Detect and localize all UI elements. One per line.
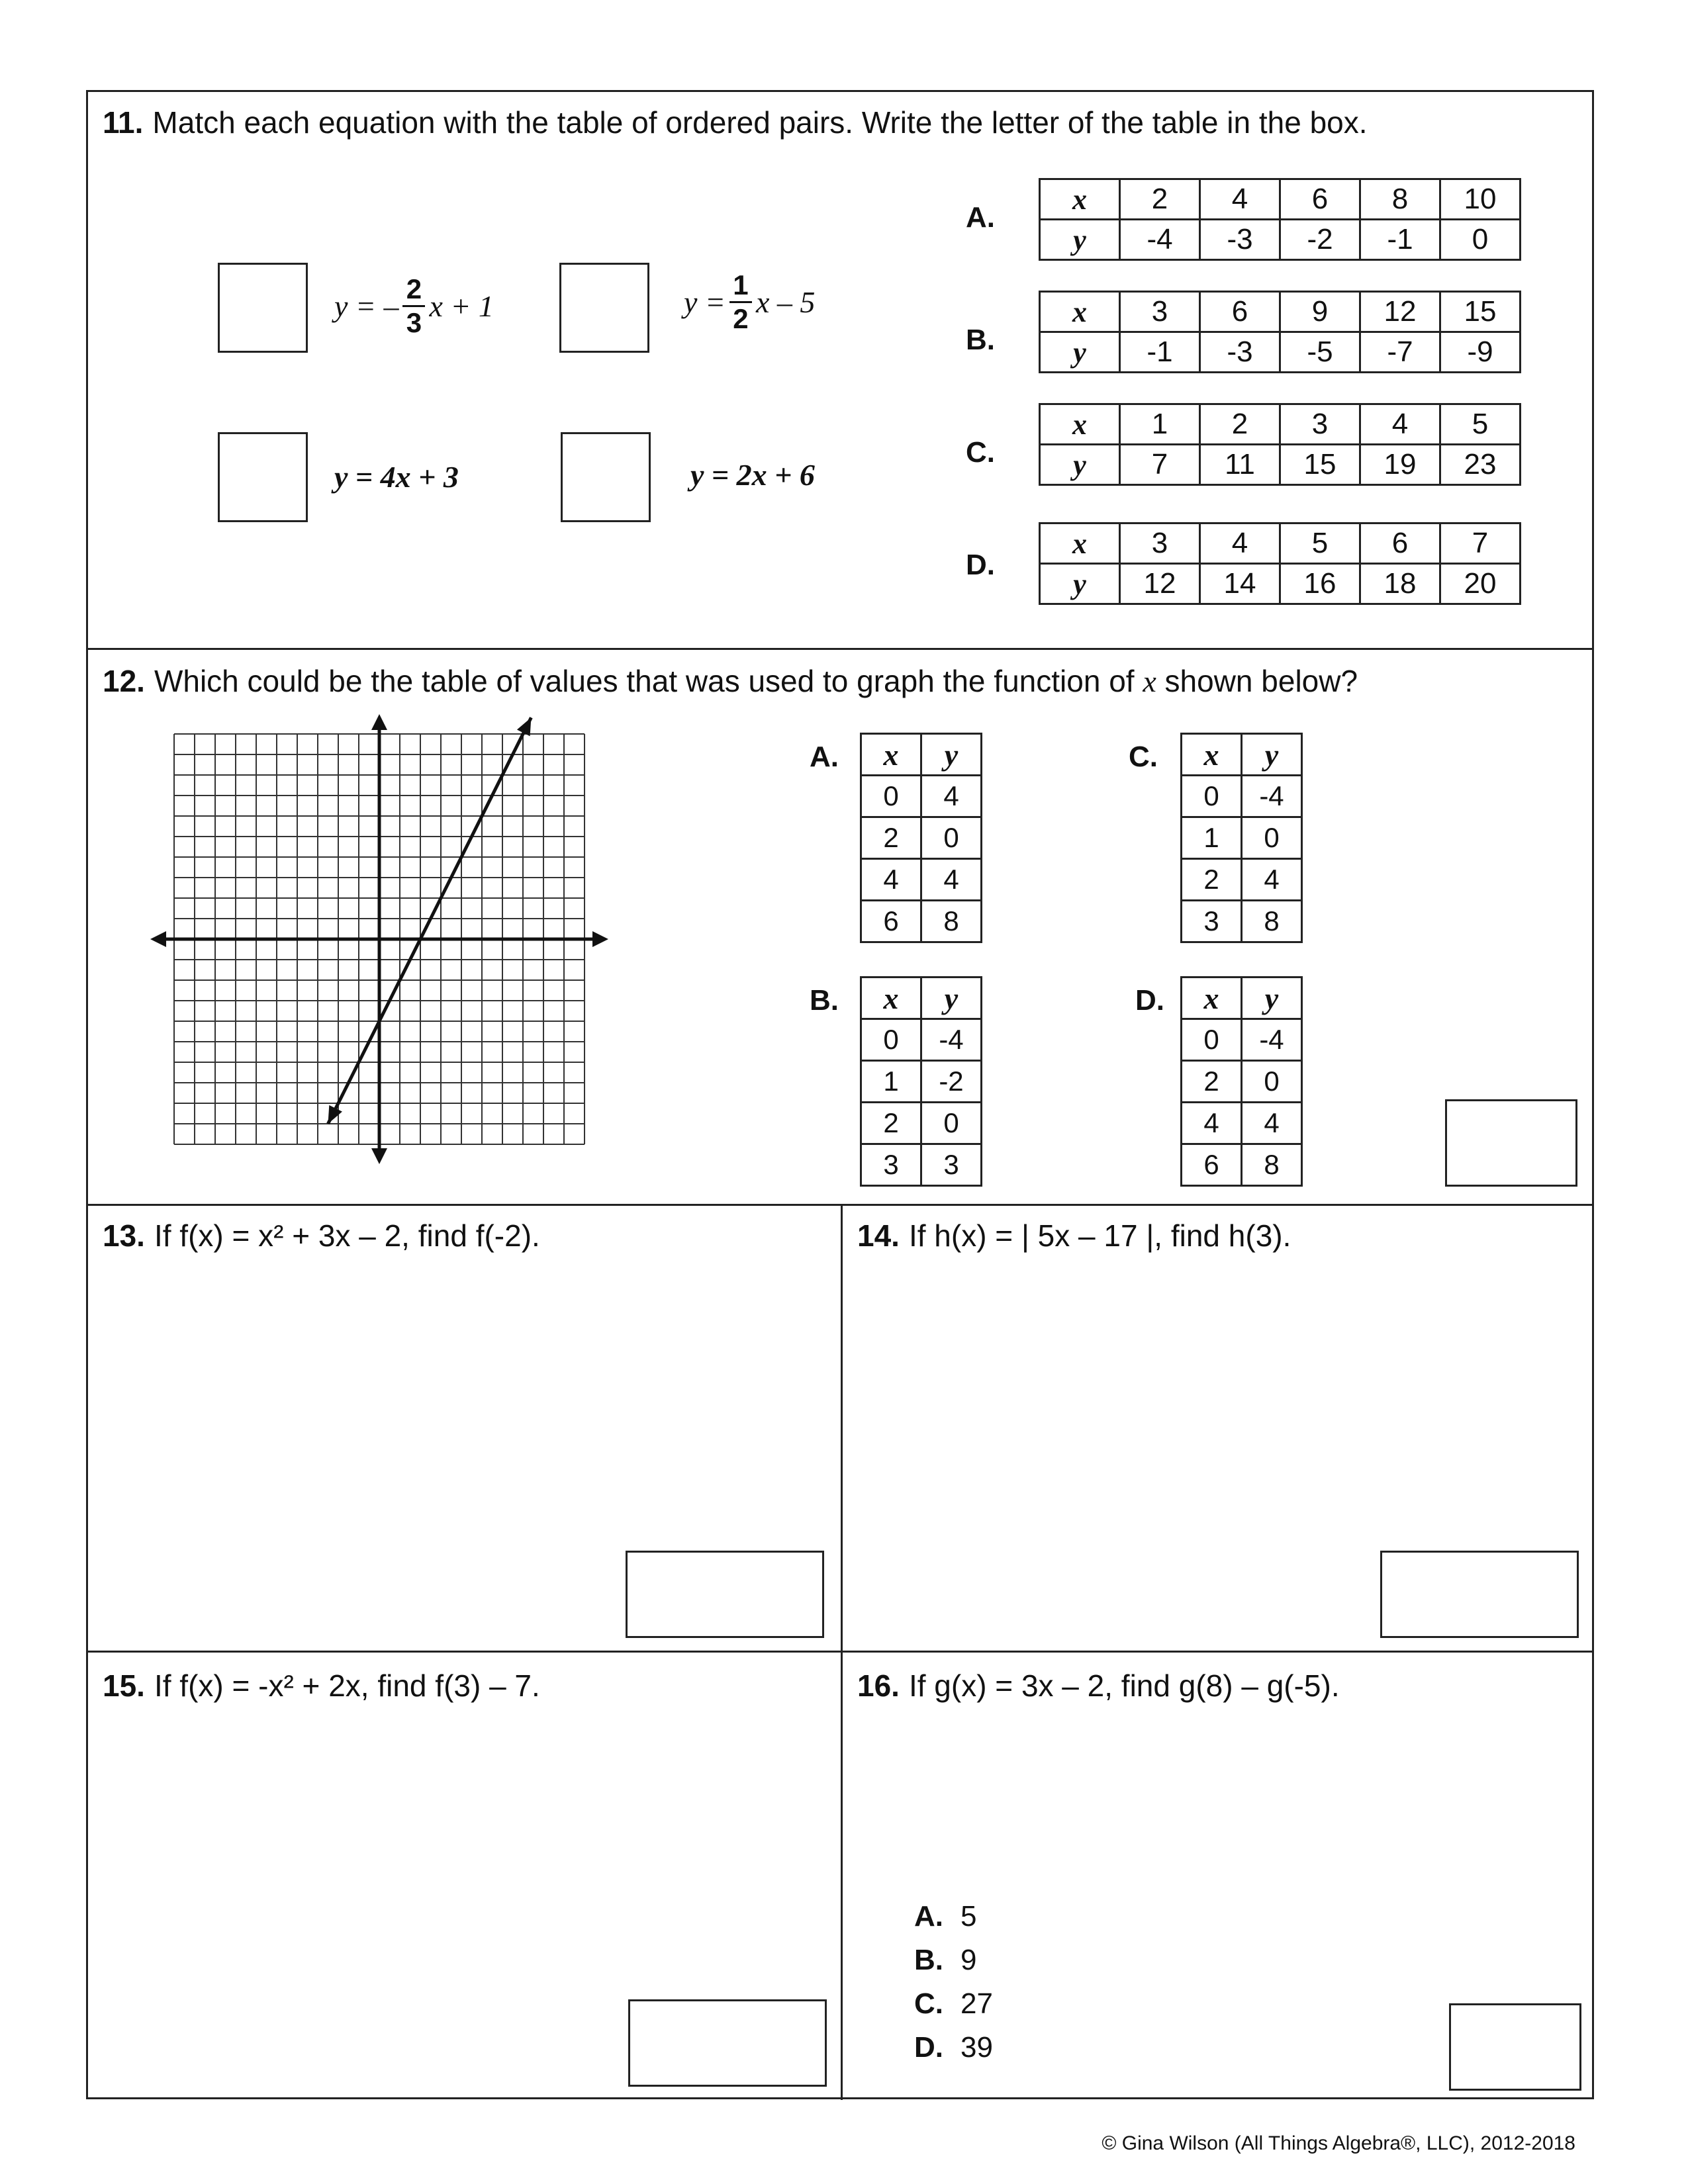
divider-q13-q15 xyxy=(88,1651,1592,1653)
q12-table-c: x y 0 -4 1 0 2 4 3 8 xyxy=(1180,733,1303,943)
q16-choice-c[interactable]: C. 27 xyxy=(914,1987,993,2020)
q11-table-a-letter: A. xyxy=(966,201,995,234)
q12-graph xyxy=(148,714,624,1204)
x-axis-arrow-right xyxy=(592,931,608,947)
q11-equation-3: y = 4x + 3 xyxy=(334,460,459,494)
q15-answer-box[interactable] xyxy=(628,1999,827,2087)
q11-table-c: x 1 2 3 4 5 y 7 11 15 19 23 xyxy=(1039,403,1521,486)
q13-prompt: 13. If f(x) = x² + 3x – 2, find f(-2). xyxy=(103,1218,540,1253)
q13-answer-box[interactable] xyxy=(626,1551,824,1638)
q12-table-d: x y 0 -4 2 0 4 4 6 8 xyxy=(1180,976,1303,1187)
q11-equation-1: y = – $\frac{2}{3}$ x + 1 xyxy=(334,273,494,338)
divider-q12-q13 xyxy=(88,1204,1592,1206)
divider-vertical xyxy=(841,1204,843,2100)
q11-equation-4: y = 2x + 6 xyxy=(690,458,815,492)
q12-table-a-letter: A. xyxy=(810,741,839,773)
q12-table-b-letter: B. xyxy=(810,984,839,1017)
q14-answer-box[interactable] xyxy=(1380,1551,1579,1638)
q14-prompt: 14. If h(x) = | 5x – 17 |, find h(3). xyxy=(857,1218,1291,1253)
q11-table-b-letter: B. xyxy=(966,324,995,356)
q12-prompt: 12. Which could be the table of values that was used to graph the function of x shown below? xyxy=(103,664,1358,698)
q12-table-b: x y 0 -4 1 -2 2 0 3 3 xyxy=(860,976,982,1187)
divider-q11-q12 xyxy=(88,648,1592,650)
q15-prompt: 15. If f(x) = -x² + 2x, find f(3) – 7. xyxy=(103,1668,540,1703)
q11-table-b: x 3 6 9 12 15 y -1 -3 -5 -7 -9 xyxy=(1039,291,1521,373)
q11-table-d: x 3 4 5 6 7 y 12 14 16 18 20 xyxy=(1039,522,1521,605)
q16-prompt: 16. If g(x) = 3x – 2, find g(8) – g(-5). xyxy=(857,1668,1340,1703)
q16-answer-box[interactable] xyxy=(1449,2003,1581,2091)
q16-choice-a[interactable]: A. 5 xyxy=(914,1900,977,1933)
q12-answer-box[interactable] xyxy=(1445,1099,1577,1187)
worksheet xyxy=(86,90,1594,2099)
q11-answer-box-4[interactable] xyxy=(561,432,651,522)
q16-choice-b[interactable]: B. 9 xyxy=(914,1944,977,1976)
q11-equation-2: y = $\frac{1}{2}$ x – 5 xyxy=(684,269,816,334)
q12-table-d-letter: D. xyxy=(1135,984,1164,1017)
q11-answer-box-1[interactable] xyxy=(218,263,308,353)
q16-choice-d[interactable]: D. 39 xyxy=(914,2031,993,2064)
q11-table-d-letter: D. xyxy=(966,549,995,581)
q11-answer-box-3[interactable] xyxy=(218,432,308,522)
x-axis-arrow-left xyxy=(150,931,166,947)
y-axis-arrow-down xyxy=(371,1148,387,1164)
y-axis-arrow-up xyxy=(371,714,387,730)
q16-choices xyxy=(914,1895,993,2070)
q11-prompt: 11. Match each equation with the table of ordered pairs. Write the letter of the table in the box. xyxy=(103,105,1368,140)
q11-table-c-letter: C. xyxy=(966,436,995,469)
copyright-footer: © Gina Wilson (All Things Algebra®, LLC), 2012-2018 xyxy=(1102,2132,1575,2154)
q11-table-a: x 2 4 6 8 10 y -4 -3 -2 -1 0 xyxy=(1039,178,1521,261)
q12-table-c-letter: C. xyxy=(1129,741,1158,773)
q12-table-a: x y 0 4 2 0 4 4 6 8 xyxy=(860,733,982,943)
q11-answer-box-2[interactable] xyxy=(559,263,649,353)
